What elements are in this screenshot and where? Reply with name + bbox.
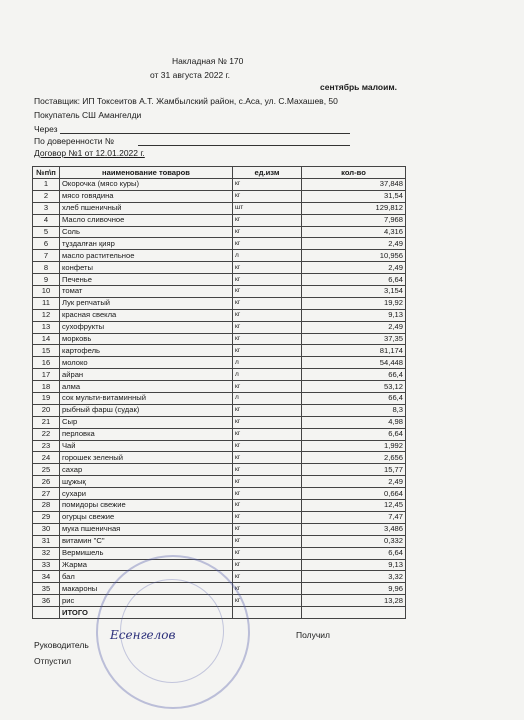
item-quantity: 4,316 [302,226,406,238]
item-quantity: 129,812 [302,202,406,214]
item-unit: кг [233,476,302,488]
table-header-row [33,167,406,179]
item-unit: кг [233,238,302,250]
item-name: томат [60,286,233,298]
document-title: Накладная № 170 [172,56,244,66]
table-row [33,476,406,488]
item-name: шұжық [60,476,233,488]
item-unit: кг [233,262,302,274]
total-empty-qty [302,607,406,619]
document-date: от 31 августа 2022 г. [150,70,230,80]
item-unit: кг [233,488,302,500]
item-name: бал [60,571,233,583]
column-header-number: №п\п [33,167,60,179]
item-name: сок мульти-витаминный [60,393,233,405]
table-row [33,309,406,321]
buyer-line: Покупатель СШ Амангелди [34,110,142,120]
item-unit: кг [233,321,302,333]
table-row [33,179,406,191]
supplier-line: Поставщик: ИП Токсеитов А.Т. Жамбылский район, с.Аса, ул. С.Махашев, 50 [34,96,338,106]
item-unit: кг [233,511,302,523]
row-number: 33 [33,559,60,571]
item-unit: кг [233,179,302,191]
table-row [33,190,406,202]
item-unit: кг [233,416,302,428]
item-unit: кг [233,333,302,345]
item-name: сухофрукты [60,321,233,333]
item-quantity: 6,64 [302,428,406,440]
item-name: картофель [60,345,233,357]
row-number: 35 [33,583,60,595]
contract-line: Договор №1 от 12.01.2022 г. [34,148,145,158]
item-unit: кг [233,297,302,309]
item-quantity: 2,49 [302,262,406,274]
row-number: 1 [33,179,60,191]
item-quantity: 66,4 [302,393,406,405]
item-unit: кг [233,500,302,512]
table-row [33,345,406,357]
item-name: хлеб пшеничный [60,202,233,214]
item-name: горошек зеленый [60,452,233,464]
table-row [33,393,406,405]
item-unit: кг [233,381,302,393]
item-quantity: 2,49 [302,238,406,250]
total-label: ИТОГО [60,607,233,619]
item-unit: кг [233,464,302,476]
item-quantity: 2,49 [302,321,406,333]
row-number: 24 [33,452,60,464]
item-unit: кг [233,345,302,357]
row-number: 13 [33,321,60,333]
table-row [33,535,406,547]
row-number: 28 [33,500,60,512]
table-row [33,428,406,440]
item-quantity: 7,968 [302,214,406,226]
item-quantity: 15,77 [302,464,406,476]
row-number: 7 [33,250,60,262]
item-unit: кг [233,440,302,452]
item-quantity: 13,28 [302,595,406,607]
row-number: 32 [33,547,60,559]
row-number: 29 [33,511,60,523]
item-quantity: 9,96 [302,583,406,595]
item-quantity: 81,174 [302,345,406,357]
row-number: 4 [33,214,60,226]
row-number: 3 [33,202,60,214]
goods-table [32,166,406,619]
item-quantity: 8,3 [302,404,406,416]
row-number: 21 [33,416,60,428]
row-number: 20 [33,404,60,416]
item-unit: кг [233,583,302,595]
table-row [33,452,406,464]
row-number: 12 [33,309,60,321]
item-name: рыбный фарш (судак) [60,404,233,416]
table-row [33,464,406,476]
item-quantity: 3,32 [302,571,406,583]
item-name: Чай [60,440,233,452]
item-quantity: 9,13 [302,559,406,571]
table-row [33,238,406,250]
row-number: 34 [33,571,60,583]
row-number: 16 [33,357,60,369]
table-row [33,416,406,428]
item-unit: кг [233,274,302,286]
poa-underline [138,145,350,146]
item-quantity: 7,47 [302,511,406,523]
item-name: алма [60,381,233,393]
period-label: сентябрь малоим. [320,82,397,92]
table-row [33,202,406,214]
item-name: конфеты [60,262,233,274]
item-name: Соль [60,226,233,238]
item-quantity: 66,4 [302,369,406,381]
item-unit: л [233,393,302,405]
item-unit: кг [233,214,302,226]
table-row [33,321,406,333]
table-row [33,333,406,345]
table-row [33,547,406,559]
table-row [33,500,406,512]
row-number: 31 [33,535,60,547]
table-row [33,214,406,226]
row-number: 9 [33,274,60,286]
item-unit: кг [233,452,302,464]
row-number: 8 [33,262,60,274]
item-quantity: 4,98 [302,416,406,428]
row-number: 22 [33,428,60,440]
item-quantity: 3,486 [302,523,406,535]
item-name: айран [60,369,233,381]
table-row [33,440,406,452]
item-quantity: 3,154 [302,286,406,298]
item-quantity: 37,35 [302,333,406,345]
column-header-unit: ед.изм [233,167,302,179]
table-row [33,297,406,309]
item-name: Печенье [60,274,233,286]
table-row [33,381,406,393]
row-number: 23 [33,440,60,452]
item-unit: кг [233,226,302,238]
item-quantity: 10,956 [302,250,406,262]
item-name: Лук репчатый [60,297,233,309]
item-quantity: 19,92 [302,297,406,309]
column-header-name: наименование товаров [60,167,233,179]
table-row [33,523,406,535]
item-quantity: 6,64 [302,547,406,559]
item-name: перловка [60,428,233,440]
item-unit: кг [233,571,302,583]
item-quantity: 12,45 [302,500,406,512]
power-of-attorney-label: По доверенности № [34,136,114,146]
row-number: 30 [33,523,60,535]
item-name: огурцы свежие [60,511,233,523]
total-empty-cell [33,607,60,619]
item-name: сухари [60,488,233,500]
item-name: помидоры свежие [60,500,233,512]
table-row [33,404,406,416]
item-quantity: 53,12 [302,381,406,393]
power-of-attorney-line [34,136,354,146]
item-unit: кг [233,535,302,547]
item-name: масло растительное [60,250,233,262]
item-unit: кг [233,286,302,298]
item-name: мясо говядина [60,190,233,202]
row-number: 11 [33,297,60,309]
table-row [33,274,406,286]
row-number: 14 [33,333,60,345]
received-label: Получил [296,630,330,640]
table-row [33,286,406,298]
item-unit: кг [233,190,302,202]
table-row [33,262,406,274]
item-unit: кг [233,428,302,440]
item-name: витамин "С" [60,535,233,547]
item-name: тұздалған қияр [60,238,233,250]
item-unit: л [233,369,302,381]
row-number: 10 [33,286,60,298]
item-quantity: 1,992 [302,440,406,452]
item-name: морковь [60,333,233,345]
item-unit: кг [233,559,302,571]
table-row [33,559,406,571]
table-row [33,250,406,262]
row-number: 25 [33,464,60,476]
handwritten-signature: Есенгелов [110,628,176,642]
manager-label: Руководитель [34,640,89,650]
row-number: 19 [33,393,60,405]
item-unit: л [233,250,302,262]
item-name: Масло сливочное [60,214,233,226]
item-unit: кг [233,309,302,321]
via-label: Через [34,124,58,134]
item-unit: кг [233,404,302,416]
item-name: макароны [60,583,233,595]
row-number: 5 [33,226,60,238]
row-number: 36 [33,595,60,607]
released-label: Отпустил [34,656,72,666]
item-quantity: 2,656 [302,452,406,464]
item-name: красная свекла [60,309,233,321]
item-unit: кг [233,595,302,607]
item-unit: л [233,357,302,369]
row-number: 26 [33,476,60,488]
item-name: рис [60,595,233,607]
item-name: Вермишель [60,547,233,559]
row-number: 6 [33,238,60,250]
item-name: Жарма [60,559,233,571]
row-number: 27 [33,488,60,500]
item-unit: кг [233,547,302,559]
table-row [33,488,406,500]
item-name: мука пшеничная [60,523,233,535]
item-unit: шт [233,202,302,214]
item-name: Окорочка (мясо куры) [60,179,233,191]
via-line [34,124,354,134]
table-row [33,357,406,369]
item-quantity: 6,64 [302,274,406,286]
item-quantity: 37,848 [302,179,406,191]
row-number: 2 [33,190,60,202]
item-quantity: 9,13 [302,309,406,321]
table-row [33,511,406,523]
table-row [33,369,406,381]
via-underline [60,133,350,134]
table-row [33,226,406,238]
item-name: Сыр [60,416,233,428]
column-header-quantity: кол-во [302,167,406,179]
item-name: сахар [60,464,233,476]
row-number: 17 [33,369,60,381]
row-number: 18 [33,381,60,393]
item-quantity: 54,448 [302,357,406,369]
item-quantity: 0,664 [302,488,406,500]
item-name: молоко [60,357,233,369]
item-quantity: 31,54 [302,190,406,202]
table-body [33,179,406,607]
item-quantity: 2,49 [302,476,406,488]
item-unit: кг [233,523,302,535]
item-quantity: 0,332 [302,535,406,547]
row-number: 15 [33,345,60,357]
